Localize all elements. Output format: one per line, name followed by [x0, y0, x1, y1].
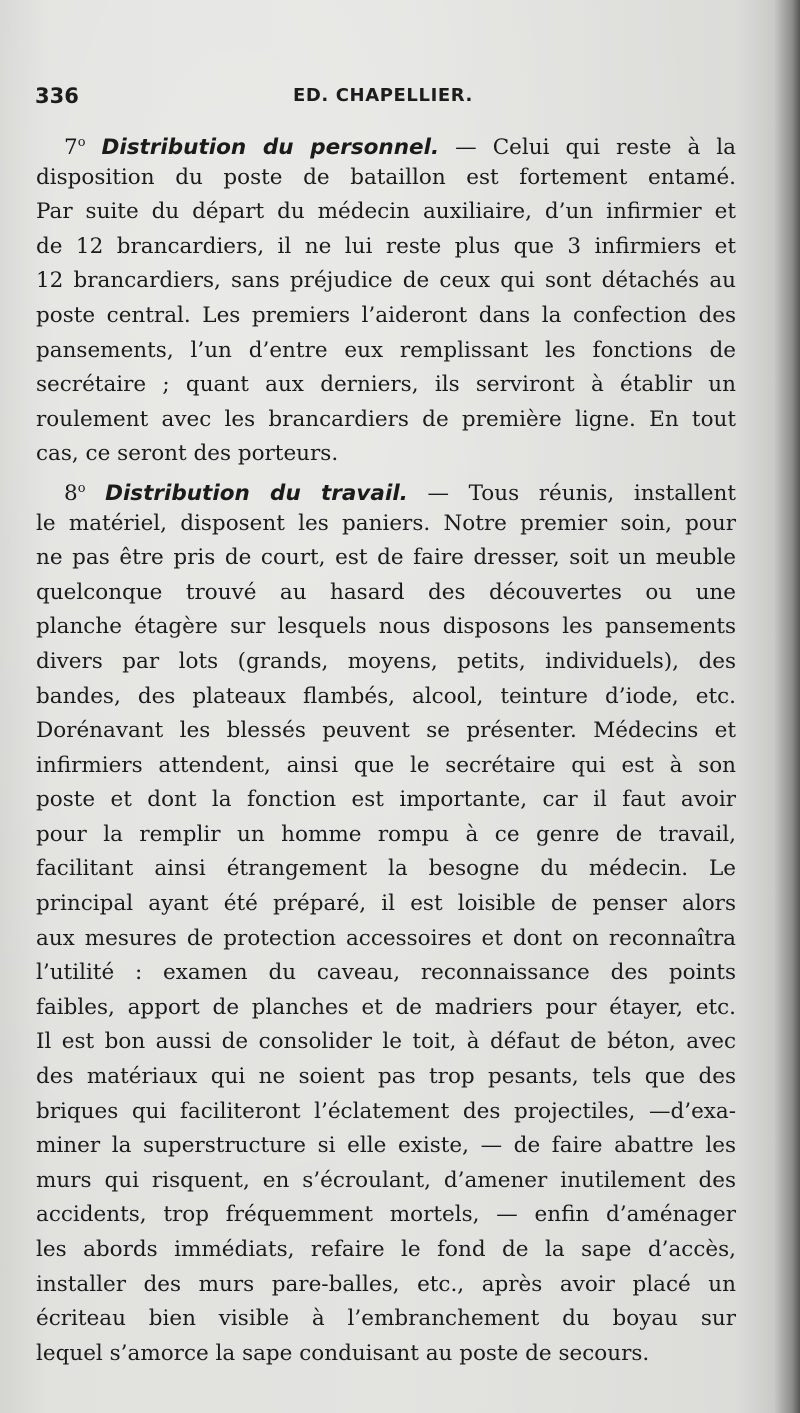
text-line: Par suite du départ du médecin auxiliaire, d’un infirmier et — [36, 199, 736, 225]
text-line: faibles, apport de planches et de madriers pour étayer, etc. — [36, 994, 736, 1020]
text-line: cas, ce seront des porteurs. — [36, 441, 339, 467]
text-line: murs qui risquent, en s’écroulant, d’amener inutilement des — [36, 1167, 736, 1193]
text-line: divers par lots (grands, moyens, petits, individuels), des — [36, 648, 736, 674]
section-number: 8$^o$ — [64, 480, 86, 507]
text-line: disposition du poste de bataillon est fortement entamé. — [36, 164, 736, 190]
text-line: installer des murs pare-balles, etc., après avoir placé un — [36, 1271, 736, 1297]
section-heading: Distribution du travail. — [105, 481, 408, 507]
text-line: 12 brancardiers, sans préjudice de ceux qui sont détachés au — [36, 268, 736, 294]
text-line: accidents, trop fréquemment mortels, — enfin d’aménager — [36, 1202, 736, 1228]
text-line: lequel s’amorce la sape conduisant au poste de secours. — [36, 1340, 650, 1366]
page-edge-shadow — [774, 0, 800, 1413]
page-number: 336 — [35, 84, 79, 108]
text-line: pour la remplir un homme rompu à ce genre de travail, — [36, 821, 736, 847]
body-text — [36, 126, 736, 1371]
text-line: bandes, des plateaux flambés, alcool, teinture d’iode, etc. — [36, 683, 736, 709]
section-heading: Distribution du personnel. — [101, 135, 440, 161]
running-head: ED. CHAPELLIER. — [293, 85, 473, 106]
text-line: miner la superstructure si elle existe, — de faire abattre les — [36, 1133, 736, 1159]
section-7 — [36, 126, 736, 472]
text-line: Dorénavant les blessés peuvent se présenter. Médecins et — [36, 718, 736, 744]
text-line: écriteau bien visible à l’embranchement du boyau sur — [36, 1306, 736, 1332]
text-line: poste et dont la fonction est importante, car il faut avoir — [36, 787, 736, 813]
text-line: principal ayant été préparé, il est loisible de penser alors — [36, 891, 736, 917]
section-first-line — [36, 126, 736, 161]
text-line: Il est bon aussi de consolider le toit, à défaut de béton, avec — [36, 1029, 736, 1055]
section-first-line — [36, 472, 736, 507]
section-8 — [36, 472, 736, 1371]
text-line: infirmiers attendent, ainsi que le secrétaire qui est à son — [36, 752, 736, 778]
text-line: les abords immédiats, refaire le fond de la sape d’accès, — [36, 1237, 736, 1262]
ordinal-indicator: o — [77, 480, 86, 496]
text-line: de 12 brancardiers, il ne lui reste plus que 3 infirmiers et — [36, 233, 736, 259]
text-line: quelconque trouvé au hasard des découvertes ou une — [36, 579, 736, 605]
page-header — [35, 84, 735, 118]
section-first-line-text: — Celui qui reste à la — [455, 135, 736, 161]
ordinal-indicator: o — [77, 135, 86, 150]
text-line: planche étagère sur lesquels nous disposons les pansements — [36, 614, 736, 640]
text-line: des matériaux qui ne soient pas trop pesants, tels que des — [36, 1064, 736, 1090]
text-line: secrétaire ; quant aux derniers, ils serviront à établir un — [36, 372, 736, 398]
text-line: poste central. Les premiers l’aideront dans la confection des — [36, 302, 736, 328]
text-line: le matériel, disposent les paniers. Notre premier soin, pour — [36, 510, 736, 536]
text-line: l’utilité : examen du caveau, reconnaissance des points — [36, 960, 736, 986]
section-number: 7$^o$ — [64, 135, 86, 161]
text-line: roulement avec les brancardiers de première ligne. En tout — [36, 406, 736, 432]
text-line: ne pas être pris de court, est de faire dresser, soit un meuble — [36, 545, 736, 571]
text-line: briques qui faciliteront l’éclatement des projectiles, —d’exa- — [36, 1098, 736, 1124]
section-first-line-text: — Tous réunis, installent — [427, 481, 736, 507]
text-line: aux mesures de protection accessoires et dont on reconnaîtra — [36, 925, 736, 951]
text-line: pansements, l’un d’entre eux remplissant les fonctions de — [36, 337, 736, 363]
text-line: facilitant ainsi étrangement la besogne du médecin. Le — [36, 856, 736, 882]
